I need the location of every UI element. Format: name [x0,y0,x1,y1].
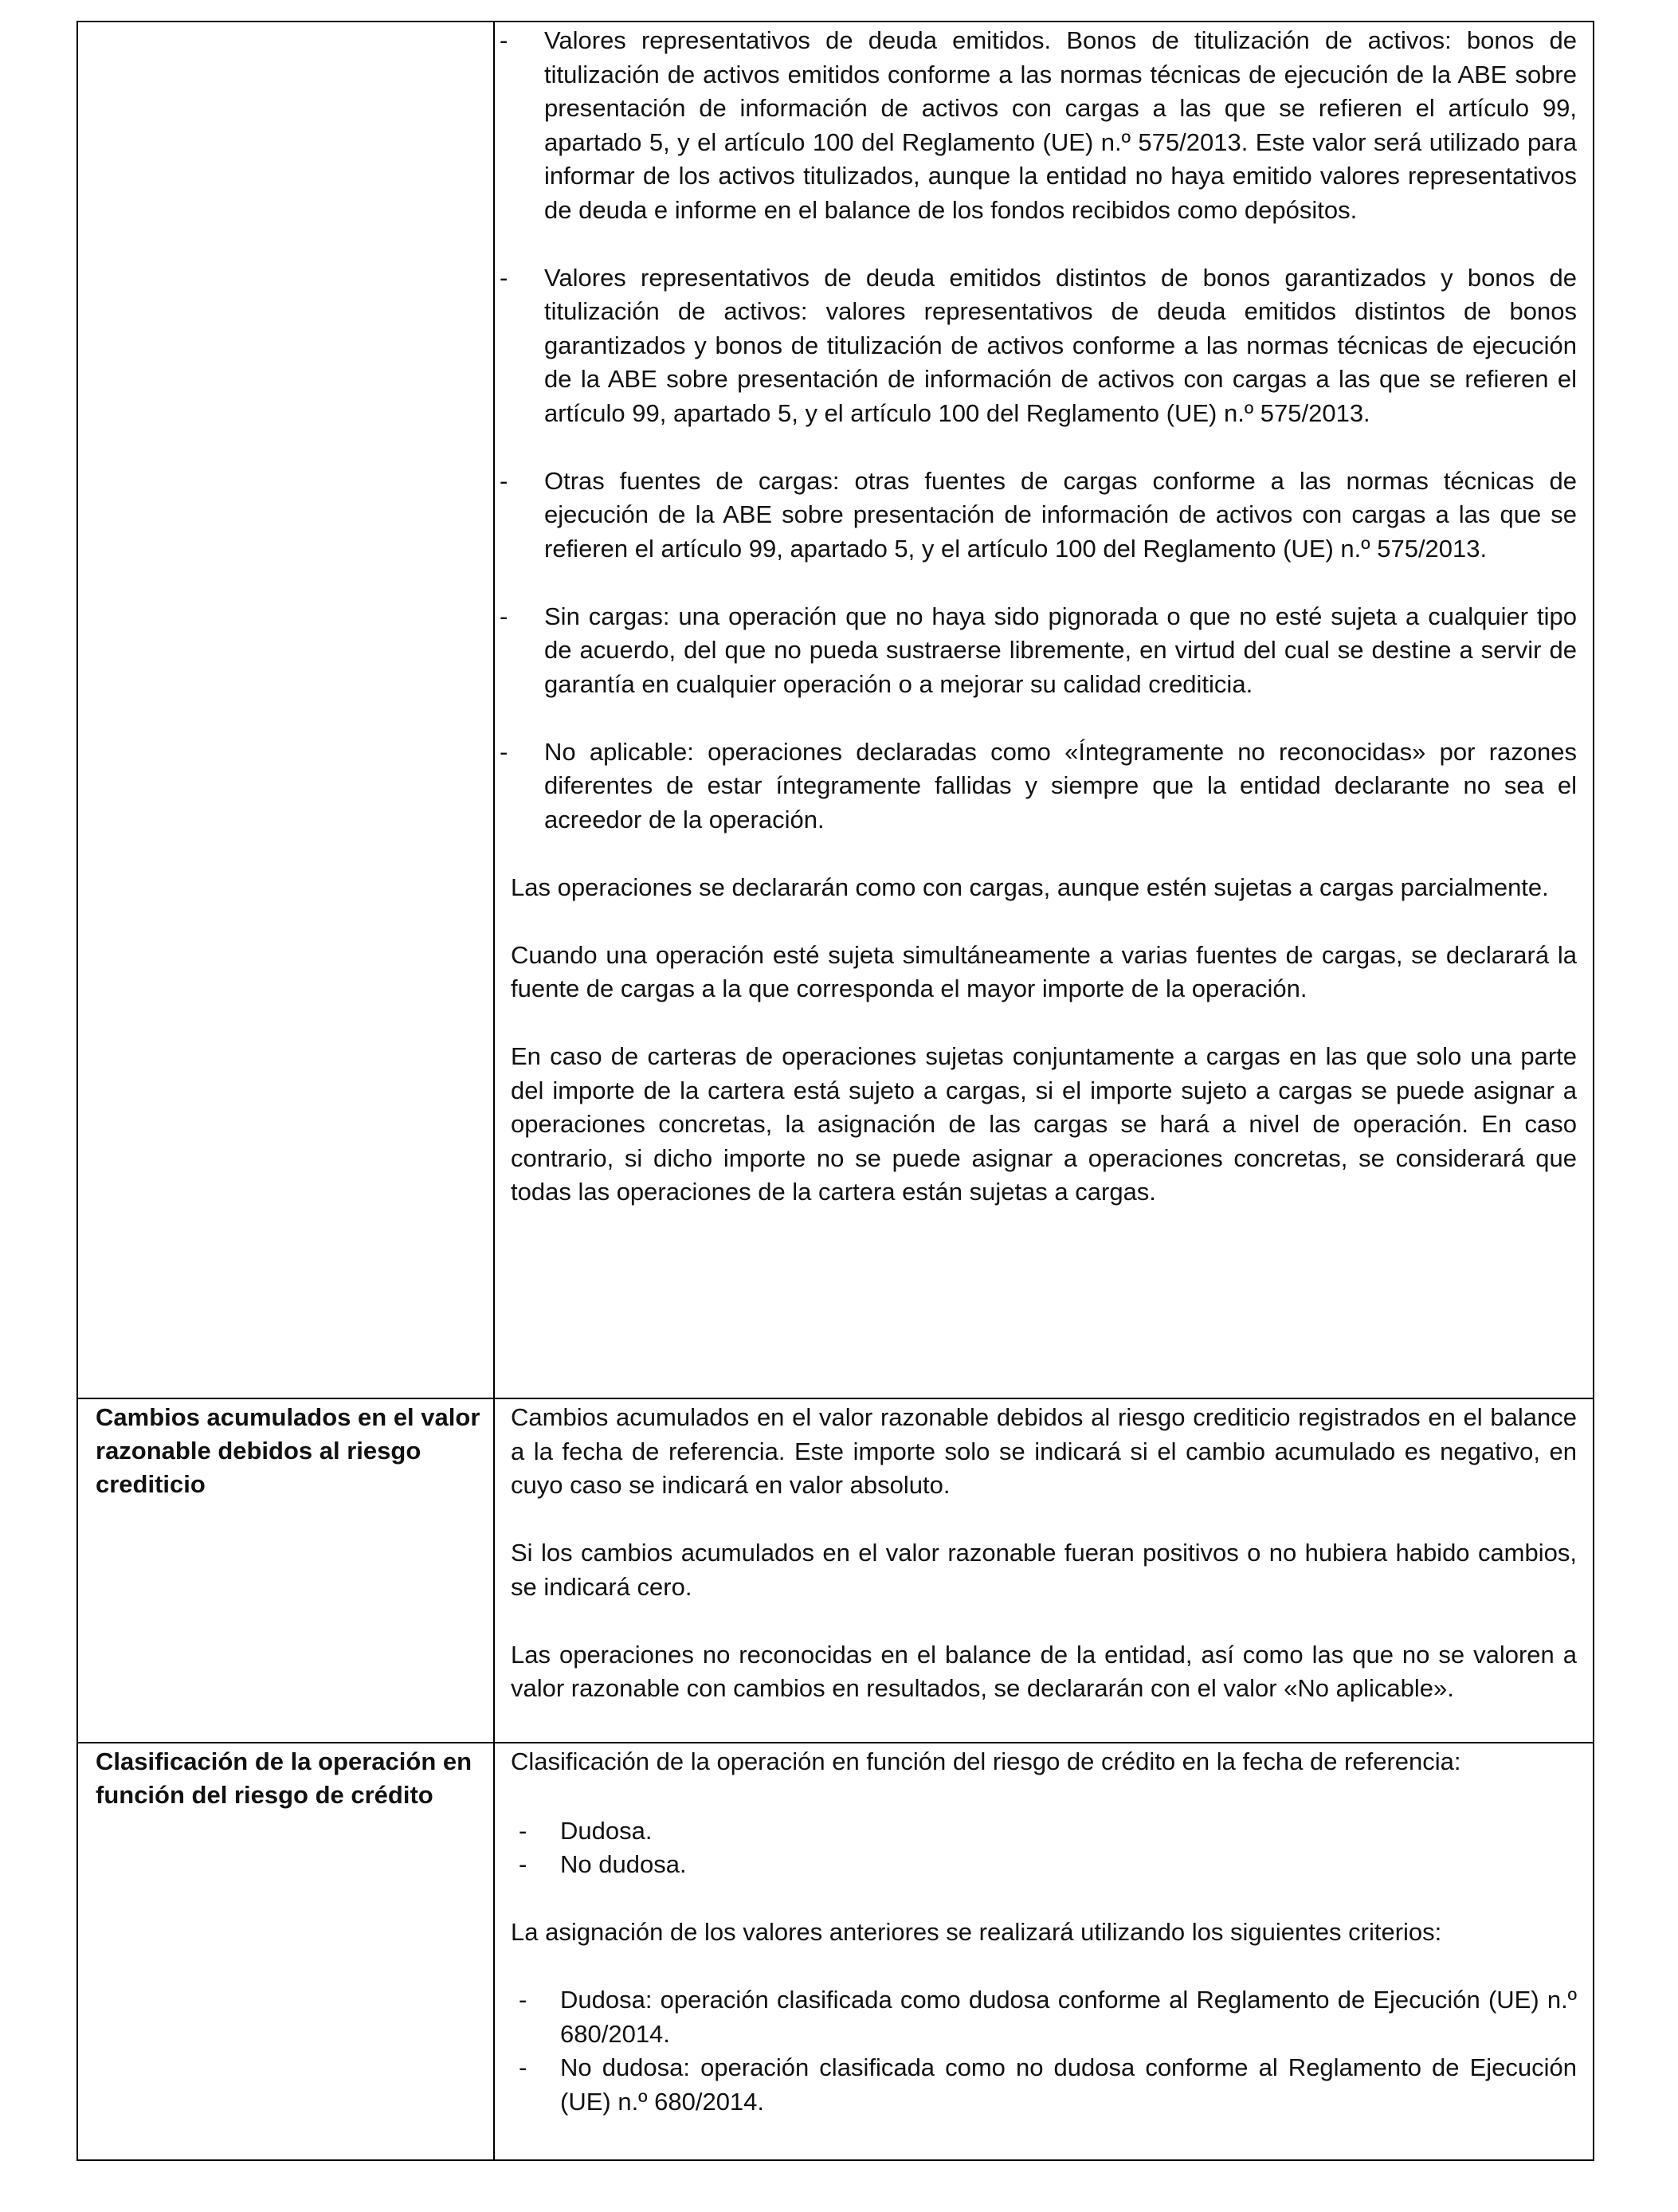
paragraph: Clasificación de la operación en función del riesgo de crédito en la fecha de referencia: [511,1747,1461,1775]
row-description-cell [494,22,1594,1398]
paragraph: Si los cambios acumulados en el valor razonable fueran positivos o no hubiera habido cambios, se indicará cero. [511,1539,1577,1601]
list-item: - No dudosa: operación clasificada como no dudosa conforme al Reglamento de Ejecución (UE) n.º 680/2014. [519,2053,1577,2116]
row-label-cell [77,1398,494,1743]
paragraph: La asignación de los valores anteriores se realizará utilizando los siguientes criterios: [511,1918,1442,1946]
row-label-cell [77,1743,494,2160]
list-item: - Valores representativos de deuda emitidos distintos de bonos garantizados y bonos de titulización de activos: valores representativos de deuda emitidos distintos de bonos garantizados y bonos de titulización de activos conforme a las normas técnicas de ejecución de la ABE sobre presentación de información de activos con cargas a las que se refieren el artículo 99, apartado 5, y el artículo 100 del Reglamento (UE) n.º 575/2013. [500,263,1577,427]
row-description-cell [494,1398,1594,1743]
list-item: - Dudosa. [519,1816,653,1845]
row-label-cell [77,22,494,1398]
table-row [77,22,1594,1398]
row-label: Clasificación de la operación en función del riesgo de crédito [96,1747,472,1809]
table-row [77,1743,1594,2160]
paragraph: Las operaciones se declararán como con cargas, aunque estén sujetas a cargas parcialmente. [511,873,1549,901]
row-label: Cambios acumulados en el valor razonable debidos al riesgo crediticio [96,1403,480,1498]
list-item: - No aplicable: operaciones declaradas como «Íntegramente no reconocidas» por razones diferentes de estar íntegramente fallidas y siempre que la entidad declarante no sea el acreedor de la operación. [500,737,1577,833]
list-item: - Sin cargas: una operación que no haya sido pignorada o que no esté sujeta a cualquier tipo de acuerdo, del que no pueda sustraerse libremente, en virtud del cual se destine a servir de garantía en cualquier operación o a mejorar su calidad crediticia. [500,602,1577,698]
table-row [77,1398,1594,1743]
list-item: - Valores representativos de deuda emitidos. Bonos de titulización de activos: bonos de titulización de activos emitidos conforme a las normas técnicas de ejecución de la ABE sobre presentación de información de activos con cargas a las que se refieren el artículo 99, apartado 5, y el artículo 100 del Reglamento (UE) n.º 575/2013. Este valor será utilizado para informar de los activos titulizados, aunque la entidad no haya emitido valores representativos de deuda e informe en el balance de los fondos recibidos como depósitos. [500,26,1577,224]
paragraph: Cambios acumulados en el valor razonable debidos al riesgo crediticio registrados en el balance a la fecha de referencia. Este importe solo se indicará si el cambio acumulado es negativo, en cuyo caso se indicará en valor absoluto. [511,1403,1577,1499]
paragraph: En caso de carteras de operaciones sujetas conjuntamente a cargas en las que solo una parte del importe de la cartera está sujeto a cargas, si el importe sujeto a cargas se puede asignar a operaciones concretas, la asignación de las cargas se hará a nivel de operación. En caso contrario, si dicho importe no se puede asignar a operaciones concretas, se considerará que todas las operaciones de la cartera están sujetas a cargas. [511,1042,1577,1206]
list-item: - Dudosa: operación clasificada como dudosa conforme al Reglamento de Ejecución (UE) n.º 680/2014. [519,1986,1577,2048]
row-description-cell [494,1743,1594,2160]
list-item: - Otras fuentes de cargas: otras fuentes de cargas conforme a las normas técnicas de ejecución de la ABE sobre presentación de información de activos con cargas a las que se refieren el artículo 99, apartado 5, y el artículo 100 del Reglamento (UE) n.º 575/2013. [500,466,1577,563]
definitions-table [76,21,1594,2161]
paragraph: Cuando una operación esté sujeta simultáneamente a varias fuentes de cargas, se declarará la fuente de cargas a la que corresponda el mayor importe de la operación. [511,940,1577,1002]
list-item: - No dudosa. [519,1850,687,1878]
paragraph: Las operaciones no reconocidas en el balance de la entidad, así como las que no se valoren a valor razonable con cambios en resultados, se declararán con el valor «No aplicable». [511,1640,1577,1702]
